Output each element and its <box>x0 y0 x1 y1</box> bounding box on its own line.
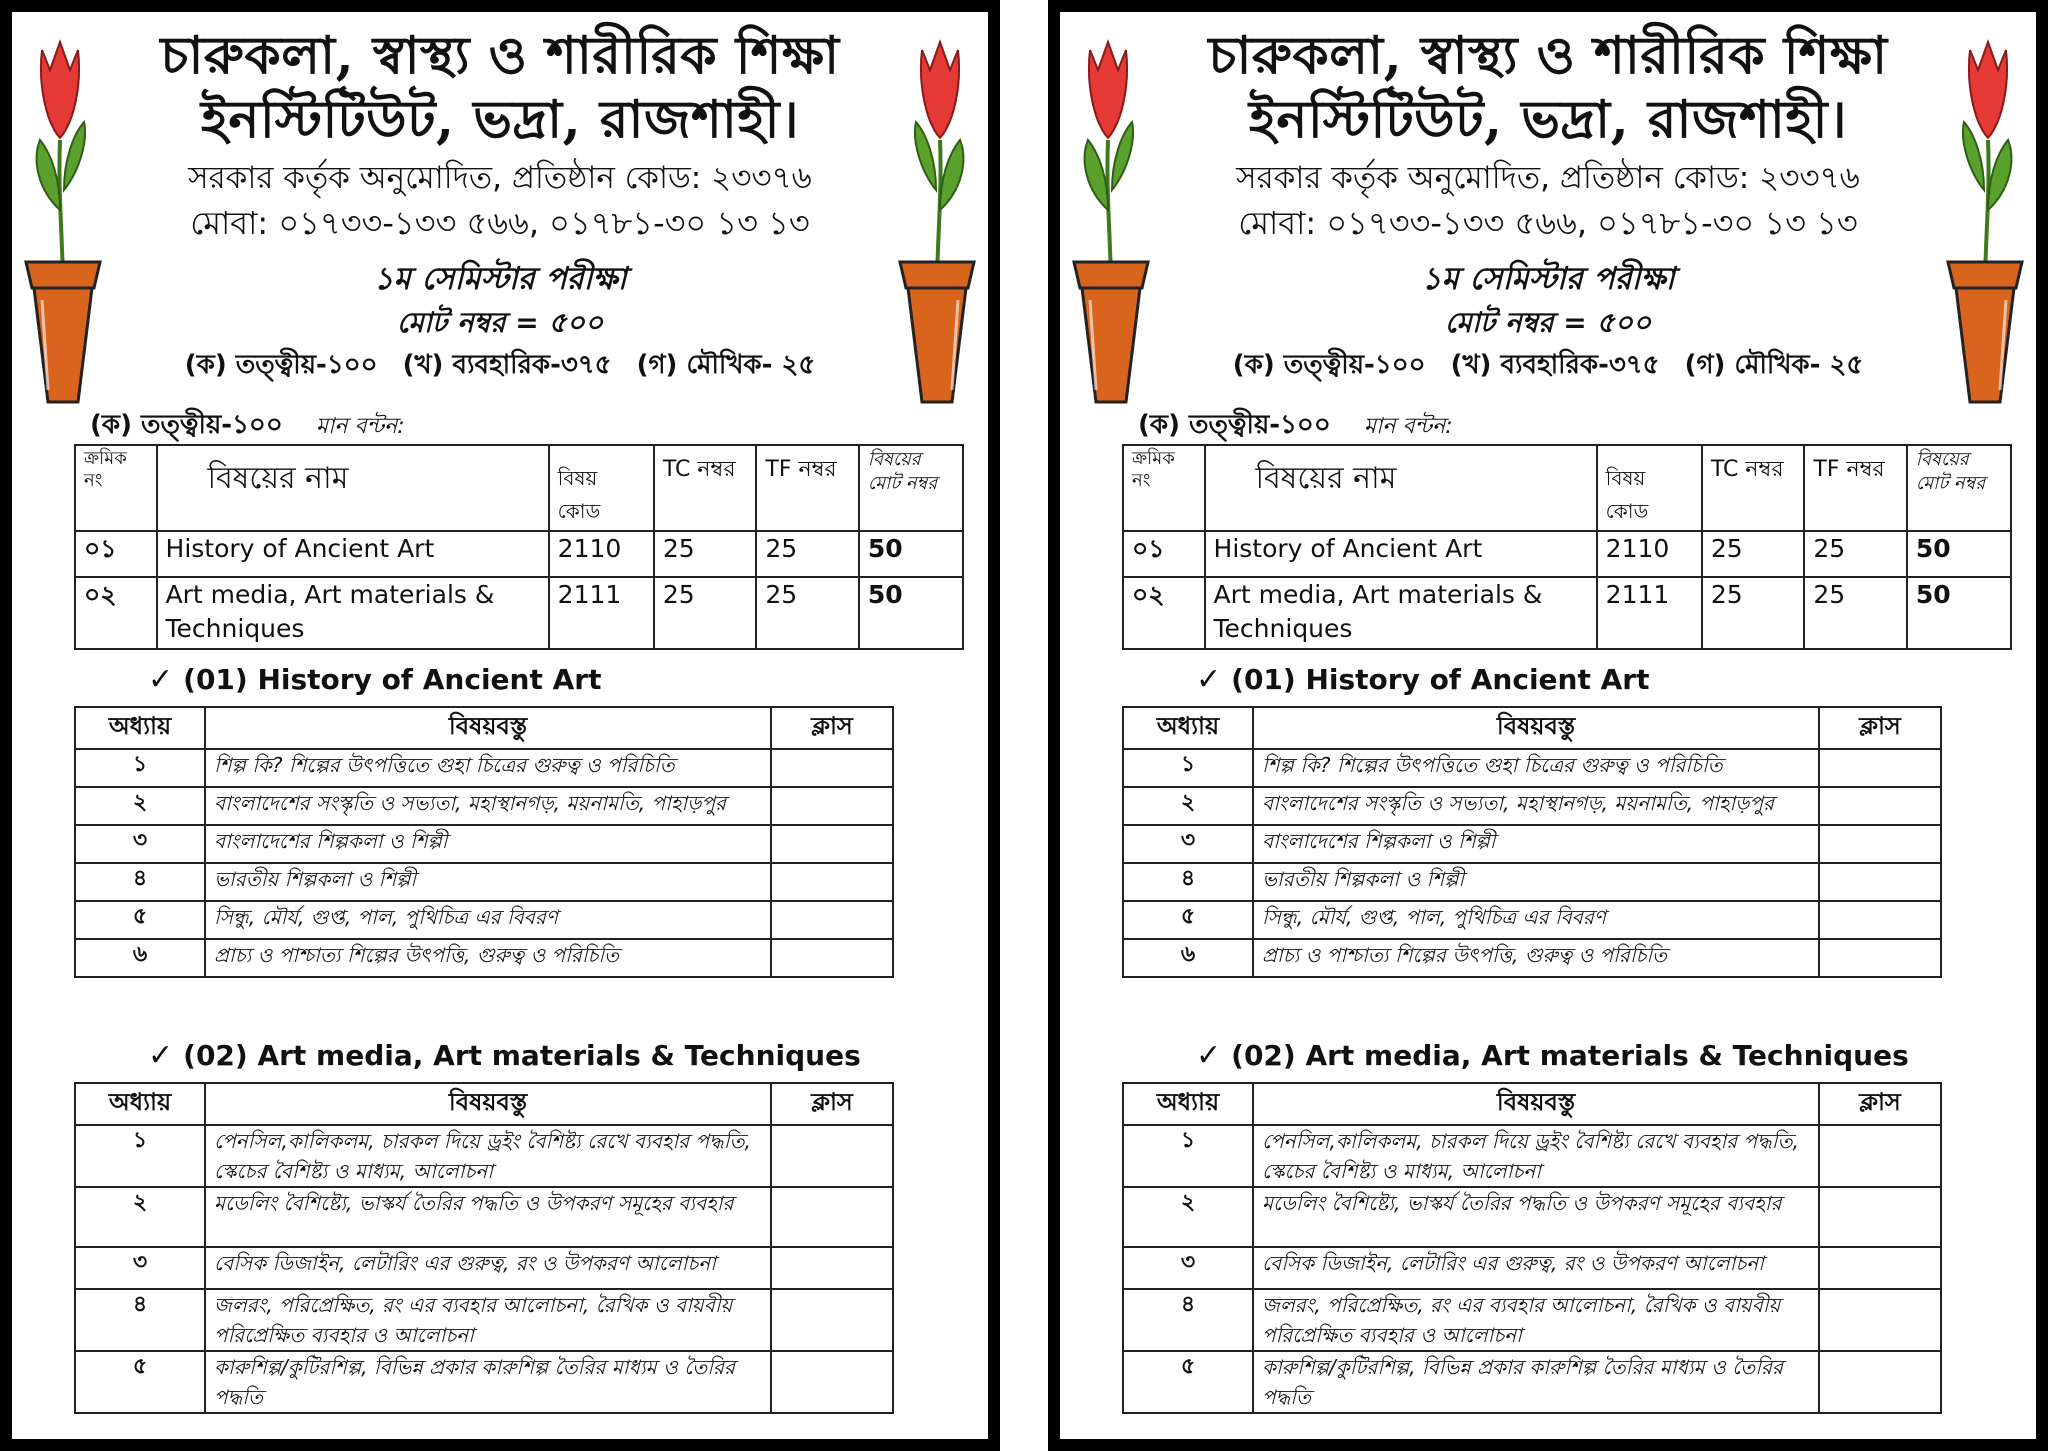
marks-distribution-table <box>1122 444 2012 650</box>
distribution-label <box>90 404 405 448</box>
table-row <box>75 531 963 577</box>
header-chapter: অধ্যায় <box>1123 707 1253 749</box>
cell-chapter: ৩ <box>1123 1247 1253 1289</box>
table-row <box>1123 901 1941 939</box>
table-row <box>1123 1187 1941 1247</box>
header-subject-code: বিষয় কোড <box>549 445 654 531</box>
exam-title: ১ম সেমিস্টার পরীক্ষা <box>373 261 627 297</box>
cell-content: কারুশিল্প/কুটিরশিল্প, বিভিন্ন প্রকার কারুশিল্প তৈরির মাধ্যম ও তৈরির পদ্ধতি <box>1253 1351 1819 1413</box>
distribution-subtitle: মান বন্টন: <box>315 414 405 439</box>
cell-chapter: ৬ <box>1123 939 1253 977</box>
check-icon: ✓ <box>148 662 174 697</box>
table-row <box>1123 825 1941 863</box>
course-title: (01) History of Ancient Art <box>183 663 602 696</box>
cell-chapter: ১ <box>75 749 205 787</box>
header-subject-code: বিষয় কোড <box>1597 445 1702 531</box>
course-heading-2 <box>1196 1038 1909 1073</box>
cell-class <box>771 749 893 787</box>
header-serial: ক্রমিক নং <box>1123 445 1205 531</box>
cell-tc: 25 <box>1702 577 1805 649</box>
institute-name-line1: চারুকলা, স্বাস্থ্য ও শারীরিক শিক্ষা <box>1208 25 1888 86</box>
table-header-row <box>1123 1083 1941 1125</box>
cell-chapter: ৩ <box>75 825 205 863</box>
cell-content: পেনসিল,কালিকলম, চারকল দিয়ে ড্রইং বৈশিষ্ট্য রেখে ব্যবহার পদ্ধতি, স্কেচের বৈশিষ্ট্য ও মাধ্যম, আলোচনা <box>205 1125 771 1187</box>
cell-content: সিন্ধু, মৌর্য, গুপ্ত, পাল, পুথিচিত্র এর বিবরণ <box>1253 901 1819 939</box>
cell-class <box>1819 825 1941 863</box>
cell-chapter: ৪ <box>1123 1289 1253 1351</box>
exam-title: ১ম সেমিস্টার পরীক্ষা <box>1421 261 1675 297</box>
table-header-row <box>75 1083 893 1125</box>
cell-content: ভারতীয় শিল্পকলা ও শিল্পী <box>1253 863 1819 901</box>
header-content: বিষয়বস্তু <box>1253 707 1819 749</box>
cell-content: ভারতীয় শিল্পকলা ও শিল্পী <box>205 863 771 901</box>
cell-content: বাংলাদেশের শিল্পকলা ও শিল্পী <box>205 825 771 863</box>
check-icon: ✓ <box>1196 662 1222 697</box>
cell-subject-code: 2111 <box>549 577 654 649</box>
cell-class <box>1819 901 1941 939</box>
header-subject-name: বিষয়ের নাম <box>1205 445 1597 531</box>
cell-total: 50 <box>1907 531 2011 577</box>
distribution-title: (ক) তত্ত্বীয়-১০০ <box>1138 410 1331 440</box>
cell-chapter: ৫ <box>75 901 205 939</box>
cell-class <box>771 825 893 863</box>
table-header-row <box>75 707 893 749</box>
table-row <box>1123 531 2011 577</box>
cell-content: মডেলিং বৈশিষ্ট্যে, ভাস্কর্য তৈরির পদ্ধতি ও উপকরণ সমূহের ব্যবহার <box>205 1187 771 1247</box>
cell-class <box>1819 1187 1941 1247</box>
tulip-pot-icon <box>1940 30 2030 410</box>
header-class: ক্লাস <box>1819 1083 1941 1125</box>
cell-content: সিন্ধু, মৌর্য, গুপ্ত, পাল, পুথিচিত্র এর বিবরণ <box>205 901 771 939</box>
mark-type-theory: (ক) তত্ত্বীয়-১০০ <box>1232 350 1426 380</box>
approval-text: সরকার কর্তৃক অনুমোদিত, প্রতিষ্ঠান কোড: ২৩৩৭৬ <box>188 160 812 196</box>
document-header <box>1160 24 1936 386</box>
course-heading-1 <box>1196 662 1649 697</box>
cell-total: 50 <box>859 531 963 577</box>
cell-chapter: ২ <box>75 787 205 825</box>
course-title: (02) Art media, Art materials & Techniques <box>1231 1039 1909 1072</box>
mark-type-theory: (ক) তত্ত্বীয়-১০০ <box>184 350 378 380</box>
cell-class <box>1819 1247 1941 1289</box>
cell-class <box>1819 863 1941 901</box>
header-tc: TC নম্বর <box>654 445 757 531</box>
check-icon: ✓ <box>148 1038 174 1073</box>
header-content: বিষয়বস্তু <box>1253 1083 1819 1125</box>
table-row <box>1123 749 1941 787</box>
course-title: (02) Art media, Art materials & Techniques <box>183 1039 861 1072</box>
table-row <box>1123 577 2011 649</box>
cell-subject-name: History of Ancient Art <box>157 531 549 577</box>
institute-name-line2: ইনস্টিটিউট, ভদ্রা, রাজশাহী। <box>1248 89 1848 150</box>
cell-content: পেনসিল,কালিকলম, চারকল দিয়ে ড্রইং বৈশিষ্ট্য রেখে ব্যবহার পদ্ধতি, স্কেচের বৈশিষ্ট্য ও মাধ্যম, আলোচনা <box>1253 1125 1819 1187</box>
cell-class <box>1819 939 1941 977</box>
cell-serial: ০২ <box>1123 577 1205 649</box>
institute-name-line2: ইনস্টিটিউট, ভদ্রা, রাজশাহী। <box>200 89 800 150</box>
course-title: (01) History of Ancient Art <box>1231 663 1650 696</box>
course-heading-1 <box>148 662 601 697</box>
header-tf: TF নম্বর <box>1804 445 1907 531</box>
table-row <box>75 577 963 649</box>
cell-chapter: ২ <box>1123 1187 1253 1247</box>
course-heading-2 <box>148 1038 861 1073</box>
header-total: বিষয়ের মোট নম্বর <box>859 445 963 531</box>
document-page-right <box>1048 0 2048 1451</box>
cell-tc: 25 <box>654 531 757 577</box>
header-content: বিষয়বস্তু <box>205 707 771 749</box>
cell-chapter: ৩ <box>1123 825 1253 863</box>
cell-content: শিল্প কি? শিল্পের উৎপত্তিতে গুহা চিত্রের গুরুত্ব ও পরিচিতি <box>205 749 771 787</box>
cell-serial: ০১ <box>75 531 157 577</box>
cell-class <box>771 863 893 901</box>
cell-content: শিল্প কি? শিল্পের উৎপত্তিতে গুহা চিত্রের গুরুত্ব ও পরিচিতি <box>1253 749 1819 787</box>
cell-class <box>1819 749 1941 787</box>
cell-chapter: ২ <box>1123 787 1253 825</box>
header-tf: TF নম্বর <box>756 445 859 531</box>
cell-content: বেসিক ডিজাইন, লেটারিং এর গুরুত্ব, রং ও উপকরণ আলোচনা <box>1253 1247 1819 1289</box>
approval-text: সরকার কর্তৃক অনুমোদিত, প্রতিষ্ঠান কোড: ২৩৩৭৬ <box>1236 160 1860 196</box>
cell-content: কারুশিল্প/কুটিরশিল্প, বিভিন্ন প্রকার কারুশিল্প তৈরির মাধ্যম ও তৈরির পদ্ধতি <box>205 1351 771 1413</box>
course-content-table-2 <box>1122 1082 1942 1414</box>
cell-class <box>771 1187 893 1247</box>
marks-distribution-table <box>74 444 964 650</box>
cell-chapter: ৪ <box>1123 863 1253 901</box>
table-header-row <box>1123 445 2011 531</box>
cell-chapter: ৪ <box>75 1289 205 1351</box>
course-content-table-2 <box>74 1082 894 1414</box>
cell-content: বাংলাদেশের শিল্পকলা ও শিল্পী <box>1253 825 1819 863</box>
mark-type-practical: (খ) ব্যবহারিক-৩৭৫ <box>1450 350 1660 380</box>
cell-chapter: ৬ <box>75 939 205 977</box>
mark-types <box>112 344 888 386</box>
cell-tf: 25 <box>1804 577 1907 649</box>
cell-chapter: ৫ <box>1123 1351 1253 1413</box>
cell-chapter: ৫ <box>75 1351 205 1413</box>
header-content: বিষয়বস্তু <box>205 1083 771 1125</box>
tulip-pot-icon <box>892 30 982 410</box>
cell-chapter: ১ <box>1123 749 1253 787</box>
mark-types <box>1160 344 1936 386</box>
cell-chapter: ১ <box>1123 1125 1253 1187</box>
cell-content: প্রাচ্য ও পাশ্চাত্য শিল্পের উৎপত্তি, গুরুত্ব ও পরিচিতি <box>1253 939 1819 977</box>
header-chapter: অধ্যায় <box>75 707 205 749</box>
cell-class <box>771 787 893 825</box>
header-class: ক্লাস <box>771 707 893 749</box>
distribution-subtitle: মান বন্টন: <box>1363 414 1453 439</box>
cell-class <box>771 939 893 977</box>
cell-tf: 25 <box>756 577 859 649</box>
cell-class <box>771 1247 893 1289</box>
table-row <box>75 939 893 977</box>
table-row <box>75 901 893 939</box>
cell-tf: 25 <box>756 531 859 577</box>
cell-content: জলরং, পরিপ্রেক্ষিত, রং এর ব্যবহার আলোচনা, রৈখিক ও বায়বীয় পরিপ্রেক্ষিত ব্যবহার ও আলোচনা <box>1253 1289 1819 1351</box>
cell-subject-code: 2110 <box>549 531 654 577</box>
mark-type-viva: (গ) মৌখিক- ২৫ <box>1684 350 1864 380</box>
cell-content: মডেলিং বৈশিষ্ট্যে, ভাস্কর্য তৈরির পদ্ধতি ও উপকরণ সমূহের ব্যবহার <box>1253 1187 1819 1247</box>
table-row <box>75 1351 893 1413</box>
table-row <box>1123 1351 1941 1413</box>
cell-chapter: ৪ <box>75 863 205 901</box>
header-total: বিষয়ের মোট নম্বর <box>1907 445 2011 531</box>
course-content-table-1 <box>74 706 894 978</box>
tulip-pot-icon <box>18 30 108 410</box>
mark-type-practical: (খ) ব্যবহারিক-৩৭৫ <box>402 350 612 380</box>
header-serial: ক্রমিক নং <box>75 445 157 531</box>
cell-content: জলরং, পরিপ্রেক্ষিত, রং এর ব্যবহার আলোচনা, রৈখিক ও বায়বীয় পরিপ্রেক্ষিত ব্যবহার ও আলোচনা <box>205 1289 771 1351</box>
cell-tc: 25 <box>654 577 757 649</box>
cell-content: বাংলাদেশের সংস্কৃতি ও সভ্যতা, মহাস্থানগড়, ময়নামতি, পাহাড়পুর <box>1253 787 1819 825</box>
cell-subject-code: 2111 <box>1597 577 1702 649</box>
header-chapter: অধ্যায় <box>75 1083 205 1125</box>
header-class: ক্লাস <box>1819 707 1941 749</box>
cell-class <box>771 901 893 939</box>
table-row <box>1123 863 1941 901</box>
table-row <box>1123 1125 1941 1187</box>
distribution-title: (ক) তত্ত্বীয়-১০০ <box>90 410 283 440</box>
cell-chapter: ৩ <box>75 1247 205 1289</box>
header-subject-name: বিষয়ের নাম <box>157 445 549 531</box>
institute-name-line1: চারুকলা, স্বাস্থ্য ও শারীরিক শিক্ষা <box>160 25 840 86</box>
cell-total: 50 <box>859 577 963 649</box>
cell-serial: ০২ <box>75 577 157 649</box>
cell-class <box>1819 1289 1941 1351</box>
table-row <box>75 863 893 901</box>
table-row <box>75 1289 893 1351</box>
cell-content: বেসিক ডিজাইন, লেটারিং এর গুরুত্ব, রং ও উপকরণ আলোচনা <box>205 1247 771 1289</box>
cell-tf: 25 <box>1804 531 1907 577</box>
cell-class <box>1819 1351 1941 1413</box>
cell-chapter: ১ <box>75 1125 205 1187</box>
phone-numbers: মোবা: ০১৭৩৩-১৩৩ ৫৬৬, ০১৭৮১-৩০ ১৩ ১৩ <box>1238 204 1858 242</box>
document-page-left <box>0 0 1000 1451</box>
table-row <box>75 749 893 787</box>
table-row <box>1123 787 1941 825</box>
cell-class <box>771 1289 893 1351</box>
table-row <box>1123 1289 1941 1351</box>
phone-numbers: মোবা: ০১৭৩৩-১৩৩ ৫৬৬, ০১৭৮১-৩০ ১৩ ১৩ <box>190 204 810 242</box>
cell-subject-name: Art media, Art materials & Techniques <box>1205 577 1597 649</box>
cell-class <box>771 1351 893 1413</box>
header-class: ক্লাস <box>771 1083 893 1125</box>
course-content-table-1 <box>1122 706 1942 978</box>
table-row <box>1123 939 1941 977</box>
cell-class <box>1819 1125 1941 1187</box>
distribution-label <box>1138 404 1453 448</box>
cell-tc: 25 <box>1702 531 1805 577</box>
table-header-row <box>75 445 963 531</box>
cell-subject-name: History of Ancient Art <box>1205 531 1597 577</box>
cell-class <box>771 1125 893 1187</box>
total-marks: মোট নম্বর = ৫০০ <box>396 306 604 339</box>
table-header-row <box>1123 707 1941 749</box>
table-row <box>75 825 893 863</box>
cell-subject-name: Art media, Art materials & Techniques <box>157 577 549 649</box>
tulip-pot-icon <box>1066 30 1156 410</box>
table-row <box>75 787 893 825</box>
table-row <box>75 1187 893 1247</box>
mark-type-viva: (গ) মৌখিক- ২৫ <box>636 350 816 380</box>
header-tc: TC নম্বর <box>1702 445 1805 531</box>
cell-chapter: ৫ <box>1123 901 1253 939</box>
cell-subject-code: 2110 <box>1597 531 1702 577</box>
cell-content: বাংলাদেশের সংস্কৃতি ও সভ্যতা, মহাস্থানগড়, ময়নামতি, পাহাড়পুর <box>205 787 771 825</box>
cell-total: 50 <box>1907 577 2011 649</box>
table-row <box>1123 1247 1941 1289</box>
total-marks: মোট নম্বর = ৫০০ <box>1444 306 1652 339</box>
document-header <box>112 24 888 386</box>
header-chapter: অধ্যায় <box>1123 1083 1253 1125</box>
cell-class <box>1819 787 1941 825</box>
table-row <box>75 1125 893 1187</box>
cell-chapter: ২ <box>75 1187 205 1247</box>
cell-content: প্রাচ্য ও পাশ্চাত্য শিল্পের উৎপত্তি, গুরুত্ব ও পরিচিতি <box>205 939 771 977</box>
table-row <box>75 1247 893 1289</box>
cell-serial: ০১ <box>1123 531 1205 577</box>
check-icon: ✓ <box>1196 1038 1222 1073</box>
